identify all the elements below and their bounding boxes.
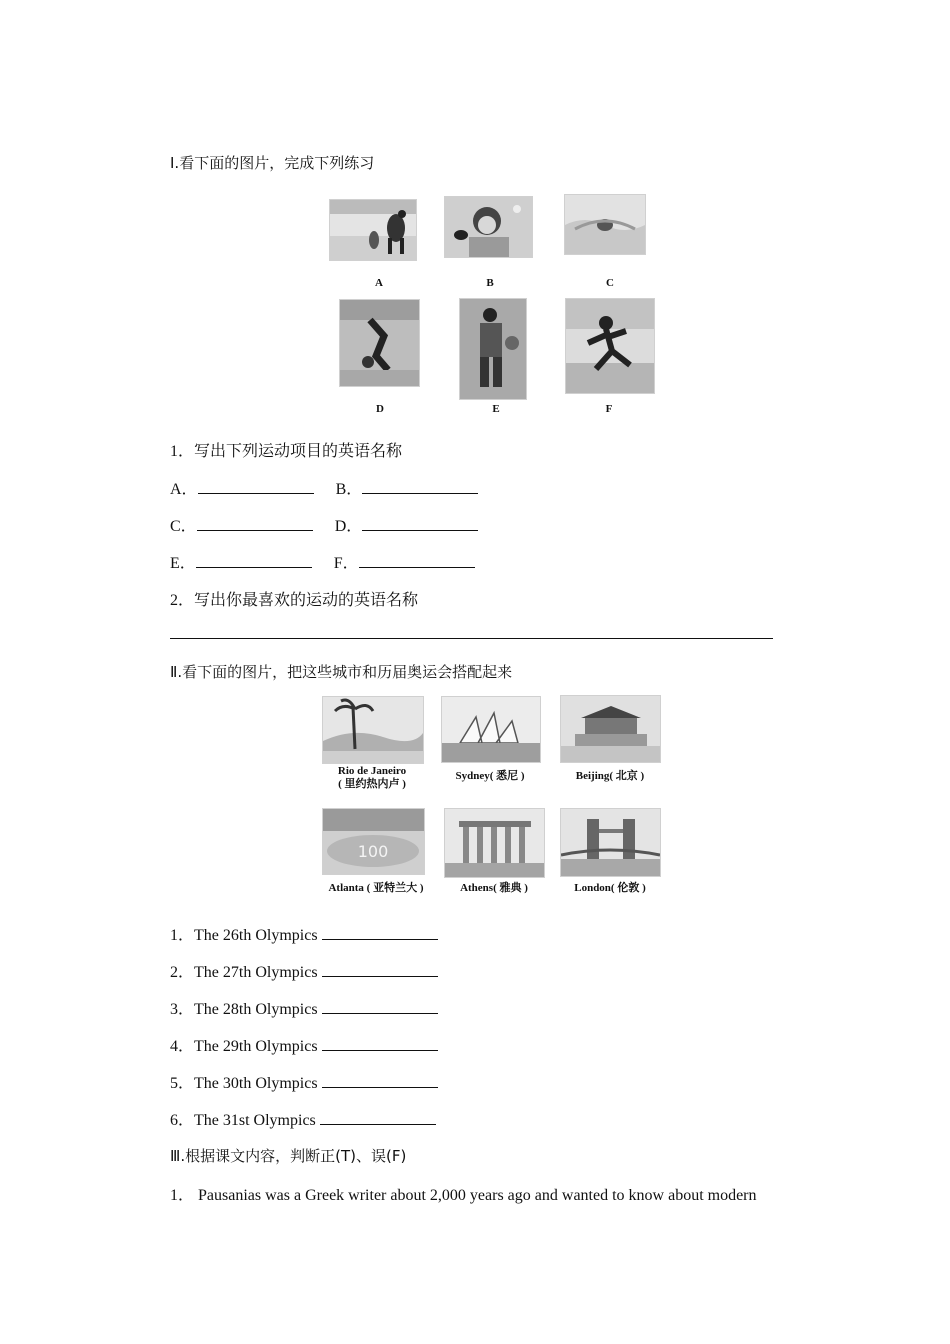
photo-table-tennis	[444, 196, 533, 258]
photo-speed-skating	[329, 199, 417, 261]
olympics-item-3-text: 3．The 28th Olympics	[170, 1001, 318, 1018]
label-e: E．	[170, 555, 196, 572]
section-3-question-1: 1． Pausanias was a Greek writer about 2,000 years ago and wanted to know about modern	[170, 1187, 757, 1204]
caption-rio	[316, 765, 428, 791]
olympics-item-4	[170, 1033, 438, 1056]
photo-beijing	[560, 695, 661, 763]
label-a: A．	[170, 481, 198, 498]
caption-rio-line-1: Rio de Janeiro	[337, 765, 407, 777]
caption-beijing: Beijing( 北京 )	[575, 770, 645, 782]
photo-sprinting	[565, 298, 655, 394]
photo-london	[560, 808, 661, 877]
olympics-blank-6[interactable]	[320, 1110, 436, 1125]
section-2-heading: Ⅱ.看下面的图片，把这些城市和历届奥运会搭配起来	[170, 663, 513, 681]
olympics-blank-1[interactable]	[322, 925, 438, 940]
olympics-item-2-text: 2．The 27th Olympics	[170, 964, 318, 981]
label-c: C．	[170, 518, 197, 535]
answer-row-ef	[170, 550, 475, 573]
label-f: F．	[333, 555, 359, 572]
photo-basketball	[459, 298, 527, 400]
olympics-item-5	[170, 1070, 438, 1093]
olympics-item-1-text: 1．The 26th Olympics	[170, 927, 318, 944]
olympics-item-3	[170, 996, 438, 1019]
photo-athens	[444, 808, 545, 878]
svg-text:100: 100	[357, 842, 389, 861]
answer-row-ab	[170, 476, 478, 499]
blank-c[interactable]	[197, 516, 313, 531]
section-3-heading: Ⅲ.根据课文内容，判断正(T)、误(F)	[170, 1147, 407, 1165]
photo-diving	[339, 299, 420, 387]
olympics-blank-2[interactable]	[322, 962, 438, 977]
caption-athens: Athens( 雅典 )	[460, 882, 528, 894]
caption-f: F	[605, 403, 613, 415]
caption-atlanta: Atlanta ( 亚特兰大 )	[328, 882, 424, 894]
olympics-item-6-text: 6．The 31st Olympics	[170, 1112, 316, 1129]
label-b: B．	[335, 481, 363, 498]
caption-c: C	[606, 277, 614, 289]
blank-e[interactable]	[196, 553, 312, 568]
caption-b: B	[486, 277, 494, 289]
photo-swimming	[564, 194, 646, 255]
section-1-heading: Ⅰ.看下面的图片，完成下列练习	[170, 154, 375, 172]
olympics-item-1	[170, 922, 438, 945]
olympics-blank-3[interactable]	[322, 999, 438, 1014]
section-1-question-2: 2．写出你最喜欢的运动的英语名称	[170, 592, 419, 609]
caption-e: E	[492, 403, 500, 415]
blank-a[interactable]	[198, 479, 314, 494]
caption-a: A	[375, 277, 383, 289]
photo-rio	[322, 696, 424, 764]
olympics-blank-4[interactable]	[322, 1036, 438, 1051]
photo-sydney	[441, 696, 541, 763]
caption-rio-line-2: ( 里约热内卢 )	[338, 778, 406, 790]
olympics-item-5-text: 5．The 30th Olympics	[170, 1075, 318, 1092]
caption-d: D	[376, 403, 384, 415]
photo-atlanta	[322, 808, 425, 875]
olympics-item-4-text: 4．The 29th Olympics	[170, 1038, 318, 1055]
label-d: D．	[334, 518, 363, 535]
section-1-question-1: 1．写出下列运动项目的英语名称	[170, 443, 403, 460]
blank-b[interactable]	[362, 479, 478, 494]
answer-row-cd	[170, 513, 478, 536]
olympics-blank-5[interactable]	[322, 1073, 438, 1088]
favorite-sport-answer-line[interactable]	[170, 638, 773, 639]
caption-london: London( 伦敦 )	[574, 882, 646, 894]
blank-d[interactable]	[362, 516, 478, 531]
blank-f[interactable]	[359, 553, 475, 568]
olympics-item-6	[170, 1107, 436, 1130]
caption-sydney: Sydney( 悉尼 )	[455, 770, 525, 782]
olympics-item-2	[170, 959, 438, 982]
